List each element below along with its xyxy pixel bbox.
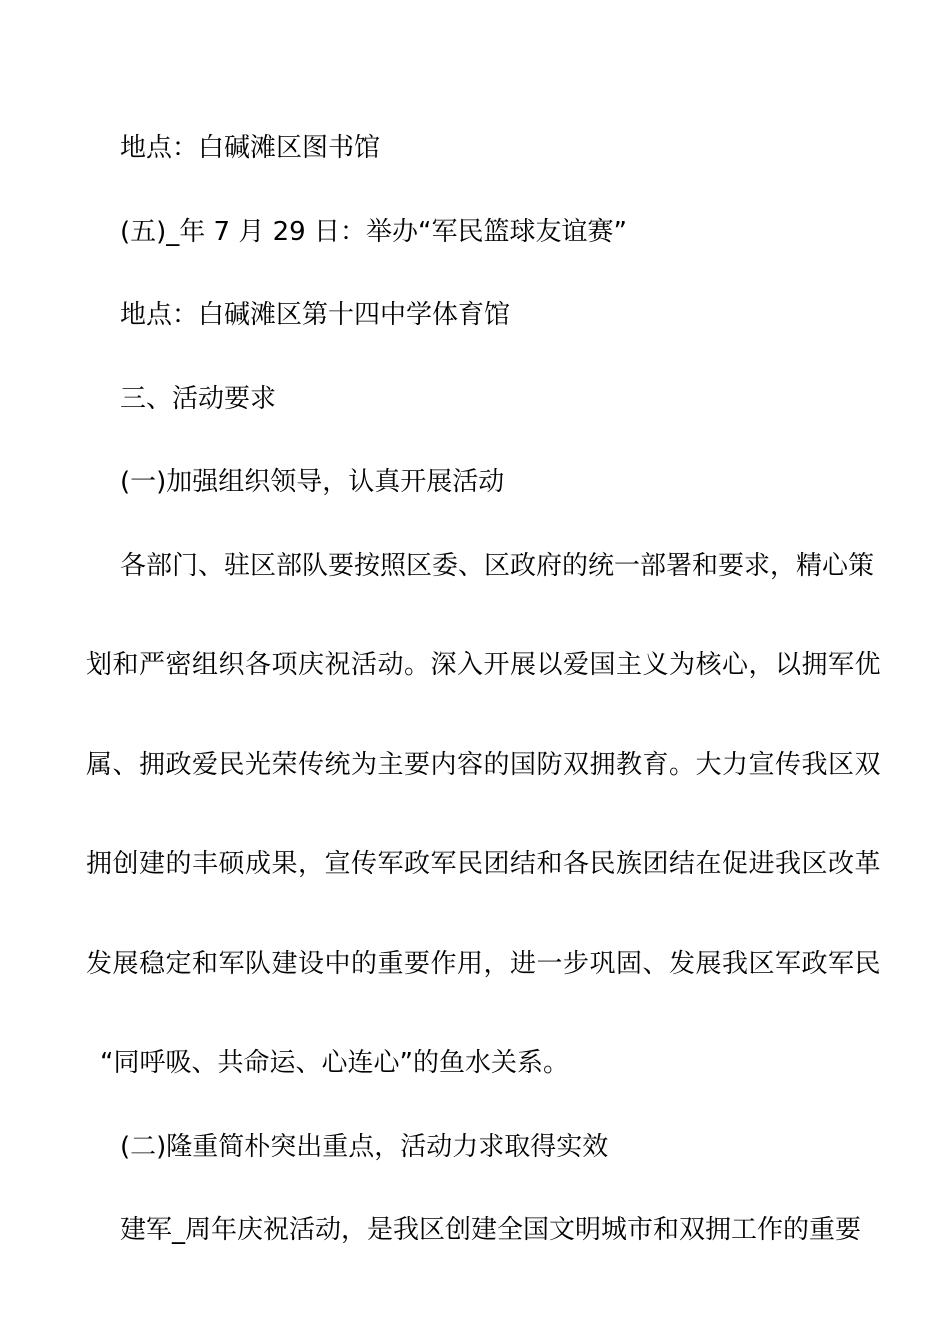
venue-line-school-gym: 地点：白碱滩区第十四中学体育馆 [120,300,511,330]
paragraph-line: 属、拥政爱民光荣传统为主要内容的国防双拥教育。大力宣传我区双 [86,750,882,780]
subheading-organization: (一)加强组织领导，认真开展活动 [120,467,505,497]
paragraph-line: 建军_周年庆祝活动，是我区创建全国文明城市和双拥工作的重要 [120,1215,862,1245]
paragraph-line: “同呼吸、共命运、心连心”的鱼水关系。 [100,1048,569,1078]
paragraph-line: 各部门、驻区部队要按照区委、区政府的统一部署和要求，精心策 [120,551,875,581]
section-heading-requirements: 三、活动要求 [120,384,277,414]
paragraph-line: 划和严密组织各项庆祝活动。深入开展以爱国主义为核心，以拥军优 [86,650,882,680]
venue-line-library: 地点：白碱滩区图书馆 [120,133,381,163]
paragraph-line: 拥创建的丰硕成果，宣传军政军民团结和各民族团结在促进我区改革 [86,849,882,879]
paragraph-line: 发展稳定和军队建设中的重要作用，进一步巩固、发展我区军政军民 [86,949,882,979]
event-line-basketball: (五)_年 7 月 29 日：举办“军民篮球友谊赛” [120,217,627,247]
subheading-focus: (二)隆重简朴突出重点，活动力求取得实效 [120,1132,609,1162]
